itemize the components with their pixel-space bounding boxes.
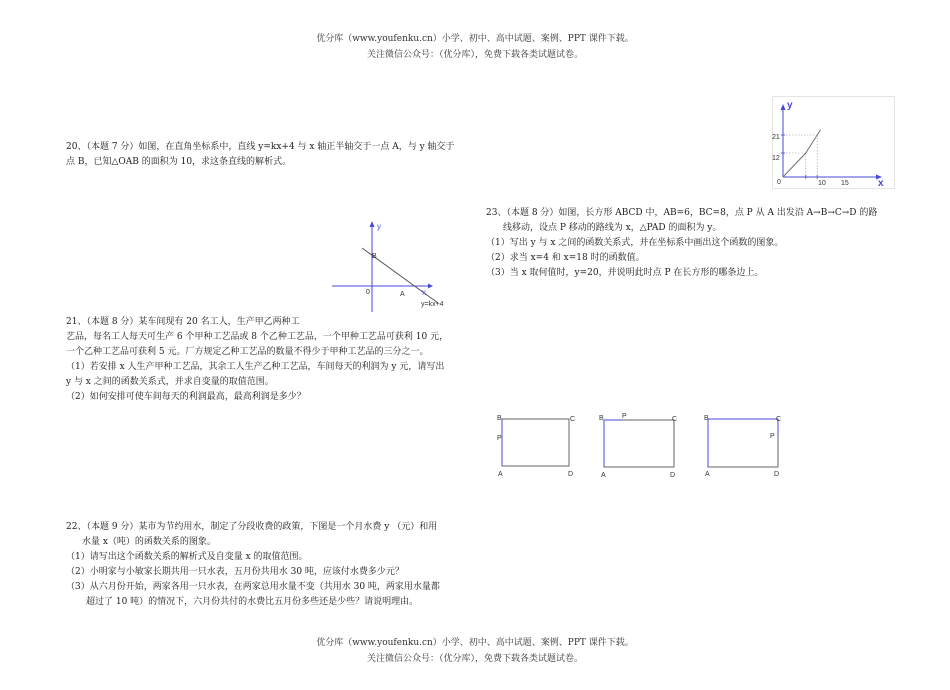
rect2-label-a: A [601, 472, 606, 479]
q21-line-3: 一个乙种工艺品可获利 5 元。厂方规定乙种工艺品的数量不得少于甲种工艺品的三分之一。 [66, 347, 429, 357]
q23-line-4: （2）求当 x=4 和 x=18 时的函数值。 [486, 253, 645, 263]
rect3-label-c: C [776, 416, 782, 423]
q22-line-3: （1）请写出这个函数关系的解析式及自变量 x 的取值范围。 [66, 552, 308, 562]
q20-label-origin: 0 [366, 289, 370, 296]
q22-series-segment-2 [806, 135, 817, 153]
q22-water-fee-graph [772, 96, 896, 190]
q20-y-arrow [370, 221, 375, 227]
page-footer-line-1: 优分库（www.youfenku.cn）小学、初中、高中试题、案例、PPT 课件下载。 [316, 638, 634, 648]
q20-coordinate-figure [328, 215, 458, 315]
q20-line-1: 20、（本题 7 分）如图，在直角坐标系中，直线 y=kx+4 与 x 轴正半轴交于一点 A，与 y 轴交于 [66, 142, 455, 152]
q22-tick-label-12: 12 [772, 155, 780, 162]
rect3-label-a: A [705, 471, 710, 478]
rect2-label-c: C [672, 416, 678, 423]
q22-tick-label-21: 21 [772, 134, 780, 141]
q23-rectangle-2 [596, 410, 688, 480]
rect1-label-c: C [570, 416, 576, 423]
q22-line-5: （3）从六月份开始，两家各用一只水表，在两家总用水量不变（共用水 30 吨，两家用水量都 [66, 582, 440, 592]
rect2-label-d: D [670, 472, 676, 479]
rect2-shape [604, 420, 674, 467]
q21-line-5: y 与 x 之间的函数关系式，并求自变量的取值范围。 [66, 377, 274, 387]
q23-line-3: （1）写出 y 与 x 之间的函数关系式，并在坐标系中画出这个函数的图象。 [486, 238, 784, 248]
q20-label-x: x [422, 288, 426, 297]
q22-series-extension [817, 130, 820, 135]
q22-y-arrow [781, 104, 786, 110]
q20-line-2: 点 B，已知△OAB 的面积为 10，求这条直线的解析式。 [66, 157, 292, 167]
q21-line-4: （1）若安排 x 人生产甲种工艺品，其余工人生产乙种工艺品，车间每天的利润为 y 元，请写出 [66, 362, 445, 372]
q23-rectangle-3 [700, 410, 792, 480]
q23-line-5: （3）当 x 取何值时，y=20，并说明此时点 P 在长方形的哪条边上。 [486, 268, 764, 278]
q20-label-equation: y=kx+4 [421, 301, 444, 308]
rect1-label-b: B [497, 415, 502, 422]
rect3-label-b: B [704, 415, 709, 422]
q21-line-2: 艺品，每名工人每天可生产 6 个甲种工艺品或 8 个乙种工艺品，一个甲种工艺品可获利 10 元， [66, 332, 449, 342]
rect1-label-p: P [497, 435, 502, 442]
page-footer-line-2: 关注微信公众号：（优分库），免费下载各类试题试卷。 [366, 654, 583, 664]
q22-tick-label-10: 10 [818, 180, 826, 187]
rect2-label-p: P [622, 413, 627, 420]
q22-series-segment-1 [783, 153, 806, 177]
rect3-shape [708, 419, 778, 467]
q21-line-1: 21、（本题 8 分）某车间现有 20 名工人，生产甲乙两种工 [66, 317, 300, 327]
rect3-label-d: D [774, 471, 780, 478]
q22-label-origin: 0 [777, 179, 781, 186]
q22-line-1: 22、（本题 9 分）某市为节约用水，制定了分段收费的政策，下图是一个月水费 y （元）和用 [66, 522, 438, 532]
q22-label-y: y [787, 100, 793, 111]
q22-label-x: x [878, 178, 884, 189]
page-header-line-2: 关注微信公众号：（优分库），免费下载各类试题试卷。 [366, 50, 583, 60]
q20-label-b: B [372, 253, 377, 260]
q22-line-4: （2）小明家与小敏家长期共用一只水表，五月份共用水 30 吨，应该付水费多少元？ [66, 567, 404, 577]
q20-label-a: A [400, 291, 405, 298]
q22-line-2: 水量 x（吨）的函数关系的图象。 [82, 537, 216, 547]
q23-line-1: 23、（本题 8 分）如图，长方形 ABCD 中，AB=6，BC=8，点 P 从 A 出发沿 A→B→C→D 的路 [486, 208, 878, 218]
q20-x-arrow [428, 284, 433, 289]
q23-rectangle-1 [494, 410, 582, 480]
page-header-line-1: 优分库（www.youfenku.cn）小学、初中、高中试题、案例、PPT 课件下载。 [316, 34, 634, 44]
q20-label-y: y [377, 222, 381, 231]
q22-line-6: 超过了 10 吨）的情况下，六月份共付的水费比五月份多些还是少些？请说明理由。 [86, 597, 419, 607]
rect2-label-b: B [599, 415, 604, 422]
q22-tick-label-15: 15 [841, 180, 849, 187]
rect1-label-a: A [498, 471, 503, 478]
rect1-shape [502, 419, 569, 466]
q23-line-2: 线移动，设点 P 移动的路线为 x，△PAD 的面积为 y。 [503, 223, 722, 233]
rect1-label-d: D [568, 471, 574, 478]
q21-line-6: （2）如何安排可使车间每天的利润最高，最高利润是多少？ [66, 392, 306, 402]
rect3-label-p: P [770, 433, 775, 440]
